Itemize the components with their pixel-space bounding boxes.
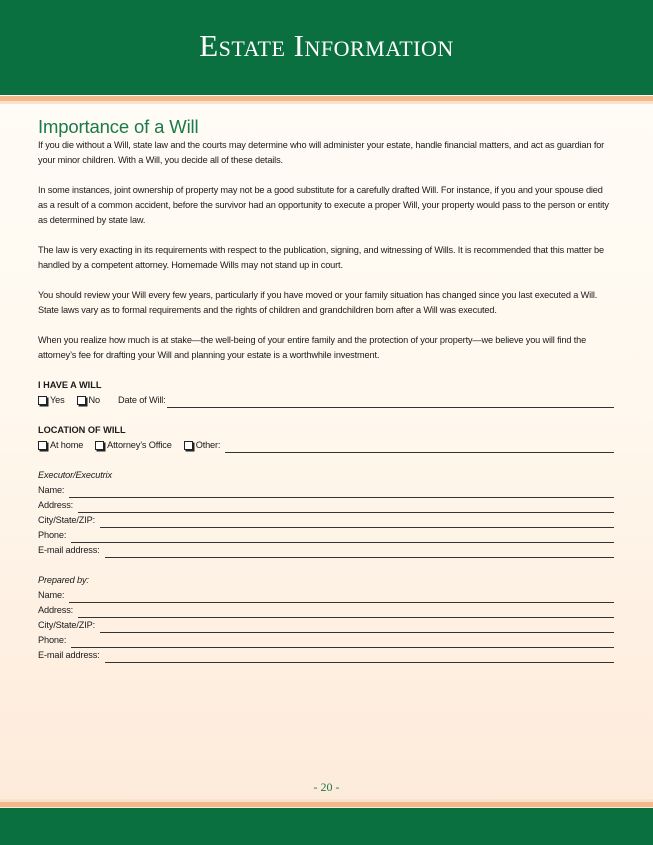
header-banner <box>0 0 653 95</box>
at-home-label: At home <box>50 440 84 450</box>
page-number: - 20 - <box>313 780 340 794</box>
prepared-address-row <box>38 603 614 618</box>
attorney-office-label: Attorney’s Office <box>107 440 172 450</box>
no-checkbox[interactable] <box>77 393 100 408</box>
checkbox-icon <box>38 396 47 405</box>
location-row <box>38 438 614 453</box>
prepared-phone-row <box>38 633 614 648</box>
section-title: Importance of a Will <box>38 116 199 137</box>
executor-address-field[interactable] <box>78 501 614 513</box>
executor-phone-label: Phone: <box>38 530 67 540</box>
paragraph-5: When you realize how much is at stake—the well-being of your entire family and the protection of your property—we believe you will find the attorney’s fee for drafting your Will and planning your estate is a worthwhile investment. <box>38 335 587 360</box>
prepared-address-label: Address: <box>38 605 74 615</box>
prepared-heading: Prepared by: <box>38 575 89 585</box>
executor-address-row <box>38 498 614 513</box>
prepared-phone-label: Phone: <box>38 635 67 645</box>
executor-city-row <box>38 513 614 528</box>
have-will-heading: I HAVE A WILL <box>38 380 102 390</box>
prepared-email-field[interactable] <box>105 651 614 663</box>
paragraph-2: In some instances, joint ownership of property may not be a good substitute for a carefully drafted Will. For instance, if you and your spouse died as a result of a common accident, before the survivor had an opportunity to execute a proper Will, your property would pass to the person or entity as determined by state law. <box>38 185 609 225</box>
date-of-will-label: Date of Will: <box>118 395 166 405</box>
checkbox-icon <box>77 396 86 405</box>
executor-email-field[interactable] <box>105 546 614 558</box>
executor-heading: Executor/Executrix <box>38 470 112 480</box>
paragraph-1: If you die without a Will, state law and the courts may determine who will administer your estate, handle financial matters, and act as guardian for your minor children. With a Will, you decide all of these details. <box>38 140 605 165</box>
prepared-name-label: Name: <box>38 590 65 600</box>
checkbox-icon <box>95 441 104 450</box>
other-location-field[interactable] <box>225 441 614 453</box>
yes-label: Yes <box>50 395 65 405</box>
prepared-city-field[interactable] <box>100 621 614 633</box>
have-will-row <box>38 393 614 408</box>
executor-name-label: Name: <box>38 485 65 495</box>
prepared-email-label: E-mail address: <box>38 650 100 660</box>
paragraph-4: You should review your Will every few years, particularly if you have moved or your family situation has changed since you last executed a Will. State laws vary as to formal requirements and the rights of children and grandchildren born after a Will was executed. <box>38 290 598 315</box>
checkbox-icon <box>38 441 47 450</box>
executor-phone-row <box>38 528 614 543</box>
no-label: No <box>88 395 100 405</box>
bottom-accent-band <box>0 802 653 807</box>
footer-banner <box>0 808 653 845</box>
executor-address-label: Address: <box>38 500 74 510</box>
prepared-city-row <box>38 618 614 633</box>
executor-city-label: City/State/ZIP: <box>38 515 95 525</box>
content <box>38 116 614 663</box>
location-heading: LOCATION OF WILL <box>38 425 126 435</box>
date-of-will-field[interactable] <box>167 396 614 408</box>
executor-phone-field[interactable] <box>71 531 614 543</box>
executor-city-field[interactable] <box>100 516 614 528</box>
attorney-office-checkbox[interactable] <box>95 438 172 453</box>
top-accent-band-light <box>0 101 653 104</box>
yes-checkbox[interactable] <box>38 393 65 408</box>
executor-name-field[interactable] <box>69 486 614 498</box>
prepared-phone-field[interactable] <box>71 636 614 648</box>
executor-email-row <box>38 543 614 558</box>
prepared-address-field[interactable] <box>78 606 614 618</box>
paragraph-3: The law is very exacting in its requirements with respect to the publication, signing, and witnessing of Wills. It is recommended that this matter be handled by a competent attorney. Homemade Wills may not stand up in court. <box>38 245 604 270</box>
other-checkbox[interactable] <box>184 438 221 453</box>
prepared-email-row <box>38 648 614 663</box>
executor-name-row <box>38 483 614 498</box>
executor-email-label: E-mail address: <box>38 545 100 555</box>
checkbox-icon <box>184 441 193 450</box>
at-home-checkbox[interactable] <box>38 438 83 453</box>
page-title: Estate Information <box>199 28 454 63</box>
other-label: Other: <box>195 440 221 450</box>
prepared-name-row <box>38 588 614 603</box>
prepared-city-label: City/State/ZIP: <box>38 620 95 630</box>
prepared-name-field[interactable] <box>69 591 614 603</box>
